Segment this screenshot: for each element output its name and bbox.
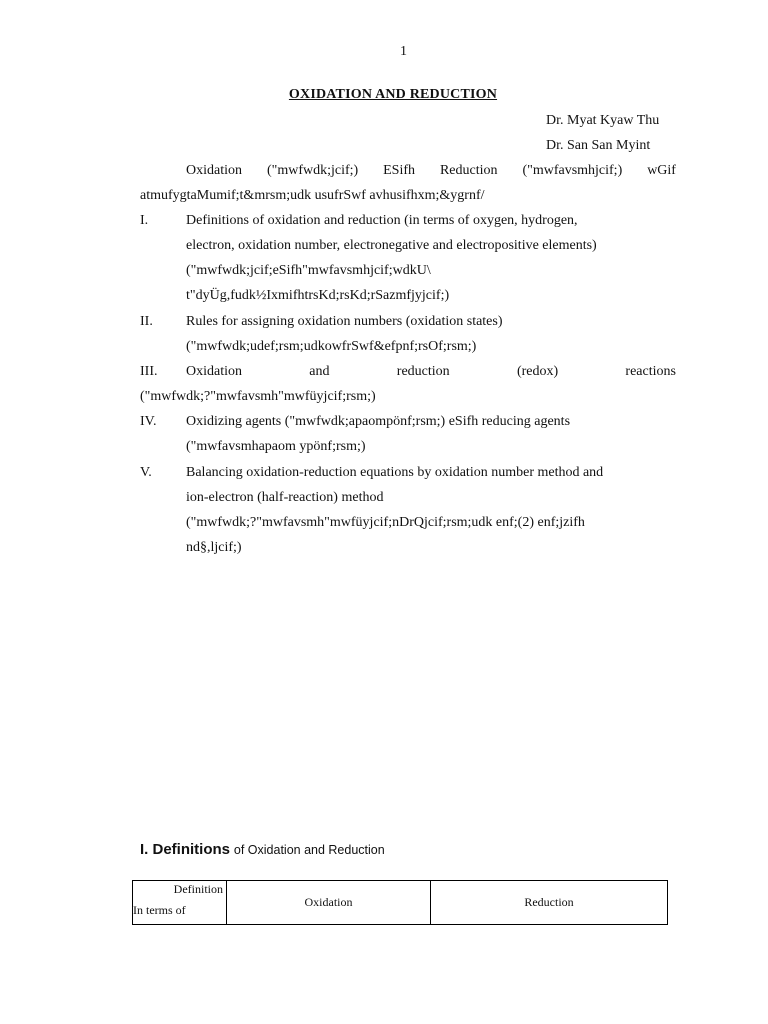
outline-5-line-2: ion-electron (half-reaction) method [186,490,384,505]
outline-number-4: IV. [140,414,157,429]
intro-word: Oxidation [186,163,242,178]
outline-1-line-4: t"dyÜg,fudk½IxmifhtrsKd;rsKd;rSazmfjyjcif;) [186,288,450,303]
section-heading [140,841,385,858]
outline-3-word: and [309,364,330,379]
intro-word: ESifh [383,163,416,178]
document-title: OXIDATION AND REDUCTION [288,87,498,102]
outline-1-line-1: Definitions of oxidation and reduction (in terms of oxygen, hydrogen, [186,213,578,228]
intro-word: Reduction [439,163,498,178]
table-header-reduction: Reduction [431,881,668,925]
outline-number-3: III. [140,364,158,379]
outline-1-line-2: electron, oxidation number, electronegative and electropositive elements) [186,238,597,253]
outline-2-line-1: Rules for assigning oxidation numbers (oxidation states) [186,314,503,329]
outline-3-line-1 [140,364,676,380]
table-corner-cell [133,881,227,925]
definitions-table [132,880,668,925]
outline-3-word: Oxidation [186,364,242,379]
outline-3-line-2: ("mwfwdk;?"mwfavsmh"mwfüyjcif;rsm;) [140,389,376,404]
outline-5-line-4: nd§,ljcif;) [186,540,242,555]
outline-2-line-2: ("mwfwdk;udef;rsm;udkowfrSwf&efpnf;rsOf;rsm;) [186,339,477,354]
intro-word: ("mwfwdk;jcif;) [266,163,359,178]
outline-number-1: I. [140,213,149,228]
outline-5-line-1: Balancing oxidation-reduction equations by oxidation number method and [186,465,604,480]
outline-4-line-2: ("mwfavsmhapaom ypönf;rsm;) [186,439,366,454]
intro-word: ("mwfavsmhjcif;) [522,163,623,178]
corner-label-definition: Definition [173,882,223,896]
intro-line-1 [186,163,676,179]
outline-3-words [186,364,676,380]
outline-number-2: II. [140,314,153,329]
outline-1-line-3: ("mwfwdk;jcif;eSifh"mwfavsmhjcif;wdkU\ [186,263,431,278]
author-2: Dr. San San Myint [546,138,651,153]
intro-word: wGif [647,163,676,178]
page-number: 1 [400,44,407,59]
author-1: Dr. Myat Kyaw Thu [546,113,660,128]
table-header-oxidation: Oxidation [227,881,431,925]
table-row [133,881,668,925]
outline-3-word: (redox) [516,364,559,379]
section-heading-bold: I. Definitions [140,841,230,858]
outline-4-line-1: Oxidizing agents ("mwfwdk;apaompönf;rsm;) eSifh reducing agents [186,414,571,429]
outline-5-line-3: ("mwfwdk;?"mwfavsmh"mwfüyjcif;nDrQjcif;rsm;udk enf;(2) enf;jzifh [186,515,585,530]
intro-line-2: atmufygtaMumif;t&mrsm;udk usufrSwf avhusifhxm;&ygrnf/ [140,188,485,203]
outline-number-5: V. [140,465,152,480]
section-heading-rest: of Oxidation and Reduction [233,843,385,857]
corner-label-in-terms-of: In terms of [133,903,186,917]
outline-3-word: reduction [396,364,450,379]
outline-3-word: reactions [625,364,676,379]
